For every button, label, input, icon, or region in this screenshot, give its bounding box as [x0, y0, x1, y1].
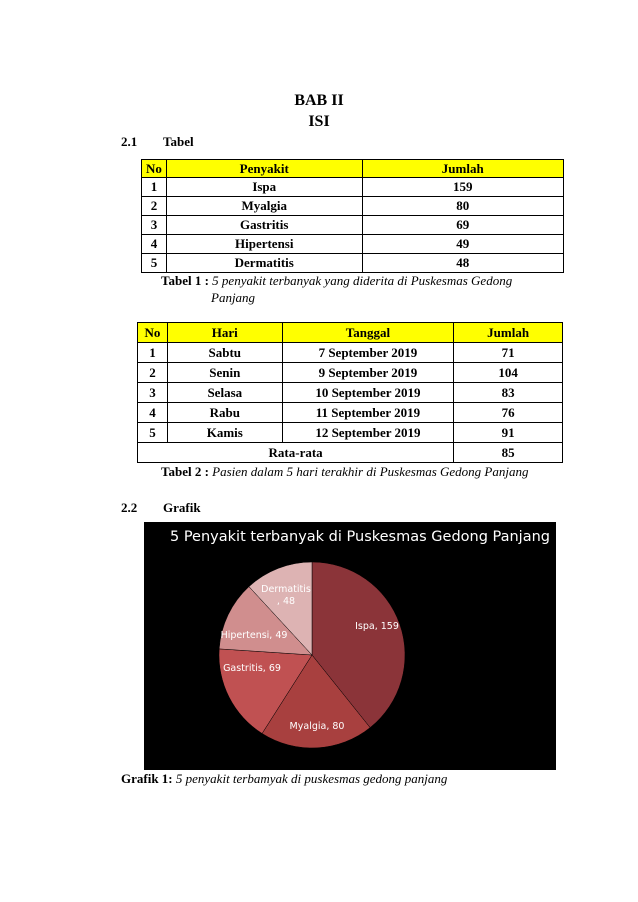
cell-no: 5 [142, 254, 167, 273]
cell-no: 3 [142, 216, 167, 235]
cell-penyakit: Gastritis [166, 216, 362, 235]
table-header-jumlah: Jumlah [454, 323, 563, 343]
cell-jumlah: 48 [362, 254, 563, 273]
cell-no: 2 [142, 197, 167, 216]
cell-penyakit: Dermatitis [166, 254, 362, 273]
chapter-title: ISI [308, 113, 330, 130]
cell-no: 2 [138, 363, 168, 383]
section-number-grafik: 2.2 [121, 500, 138, 515]
cell-hari: Kamis [167, 423, 282, 443]
section-number-tabel: 2.1 [121, 134, 138, 149]
table-row [142, 254, 564, 273]
cell-jumlah: 69 [362, 216, 563, 235]
section-title-tabel: Tabel [163, 134, 194, 149]
average-value: 85 [454, 443, 563, 463]
table-footer-row [138, 443, 563, 463]
cell-jumlah: 49 [362, 235, 563, 254]
cell-hari: Senin [167, 363, 282, 383]
caption-label: Tabel 2 : [161, 464, 209, 479]
cell-no: 3 [138, 383, 168, 403]
table-row [138, 363, 563, 383]
caption-text-line2: Panjang [211, 290, 256, 305]
cell-no: 4 [142, 235, 167, 254]
patient-table [137, 322, 563, 463]
cell-penyakit: Myalgia [166, 197, 362, 216]
cell-jumlah: 91 [454, 423, 563, 443]
cell-no: 1 [138, 343, 168, 363]
cell-penyakit: Hipertensi [166, 235, 362, 254]
caption-table-2 [161, 464, 528, 480]
cell-jumlah: 159 [362, 178, 563, 197]
pie-chart [144, 522, 556, 770]
table-header-penyakit: Penyakit [166, 160, 362, 178]
caption-text: 5 penyakit terbamyak di puskesmas gedong panjang [175, 771, 448, 786]
table-header-no: No [142, 160, 167, 178]
average-label: Rata-rata [138, 443, 454, 463]
table-row [142, 235, 564, 254]
cell-tanggal: 10 September 2019 [282, 383, 454, 403]
cell-hari: Sabtu [167, 343, 282, 363]
cell-jumlah: 76 [454, 403, 563, 423]
caption-label: Grafik 1: [121, 771, 173, 786]
table-header-no: No [138, 323, 168, 343]
pie-data-label-myalgia: Myalgia, 80 [289, 721, 345, 732]
cell-tanggal: 12 September 2019 [282, 423, 454, 443]
table-row [138, 403, 563, 423]
cell-tanggal: 11 September 2019 [282, 403, 454, 423]
table-header-tanggal: Tanggal [282, 323, 454, 343]
pie-data-label-gastritis: Gastritis, 69 [223, 663, 281, 674]
cell-no: 1 [142, 178, 167, 197]
cell-no: 4 [138, 403, 168, 423]
cell-jumlah: 104 [454, 363, 563, 383]
pie-data-label-ispa: Ispa, 159 [355, 621, 399, 632]
table-row [138, 343, 563, 363]
caption-text: Pasien dalam 5 hari terakhir di Puskesmas Gedong Panjang [212, 464, 529, 479]
caption-table-1 [161, 273, 512, 289]
caption-chart-1 [121, 771, 447, 787]
cell-hari: Rabu [167, 403, 282, 423]
pie-chart-canvas [144, 522, 556, 770]
cell-penyakit: Ispa [166, 178, 362, 197]
section-title-grafik: Grafik [163, 500, 201, 515]
table-row [142, 197, 564, 216]
caption-text: 5 penyakit terbanyak yang diderita di Puskesmas Gedong [212, 273, 513, 288]
pie-data-label-hipertensi: Hipertensi, 49 [220, 630, 288, 641]
pie-data-label-dermatitis: Dermatitis , 48 [261, 584, 311, 607]
cell-no: 5 [138, 423, 168, 443]
caption-label: Tabel 1 : [161, 273, 209, 288]
table-row [142, 178, 564, 197]
cell-jumlah: 80 [362, 197, 563, 216]
table-row [142, 216, 564, 235]
chart-title: 5 Penyakit terbanyak di Puskesmas Gedong Panjang [170, 529, 550, 545]
cell-jumlah: 83 [454, 383, 563, 403]
cell-jumlah: 71 [454, 343, 563, 363]
caption-table-1-continued [211, 290, 255, 306]
chapter-number: BAB II [294, 92, 344, 109]
cell-tanggal: 7 September 2019 [282, 343, 454, 363]
table-header-jumlah: Jumlah [362, 160, 563, 178]
cell-hari: Selasa [167, 383, 282, 403]
disease-table [141, 159, 564, 273]
cell-tanggal: 9 September 2019 [282, 363, 454, 383]
table-row [138, 383, 563, 403]
table-header-hari: Hari [167, 323, 282, 343]
table-row [138, 423, 563, 443]
